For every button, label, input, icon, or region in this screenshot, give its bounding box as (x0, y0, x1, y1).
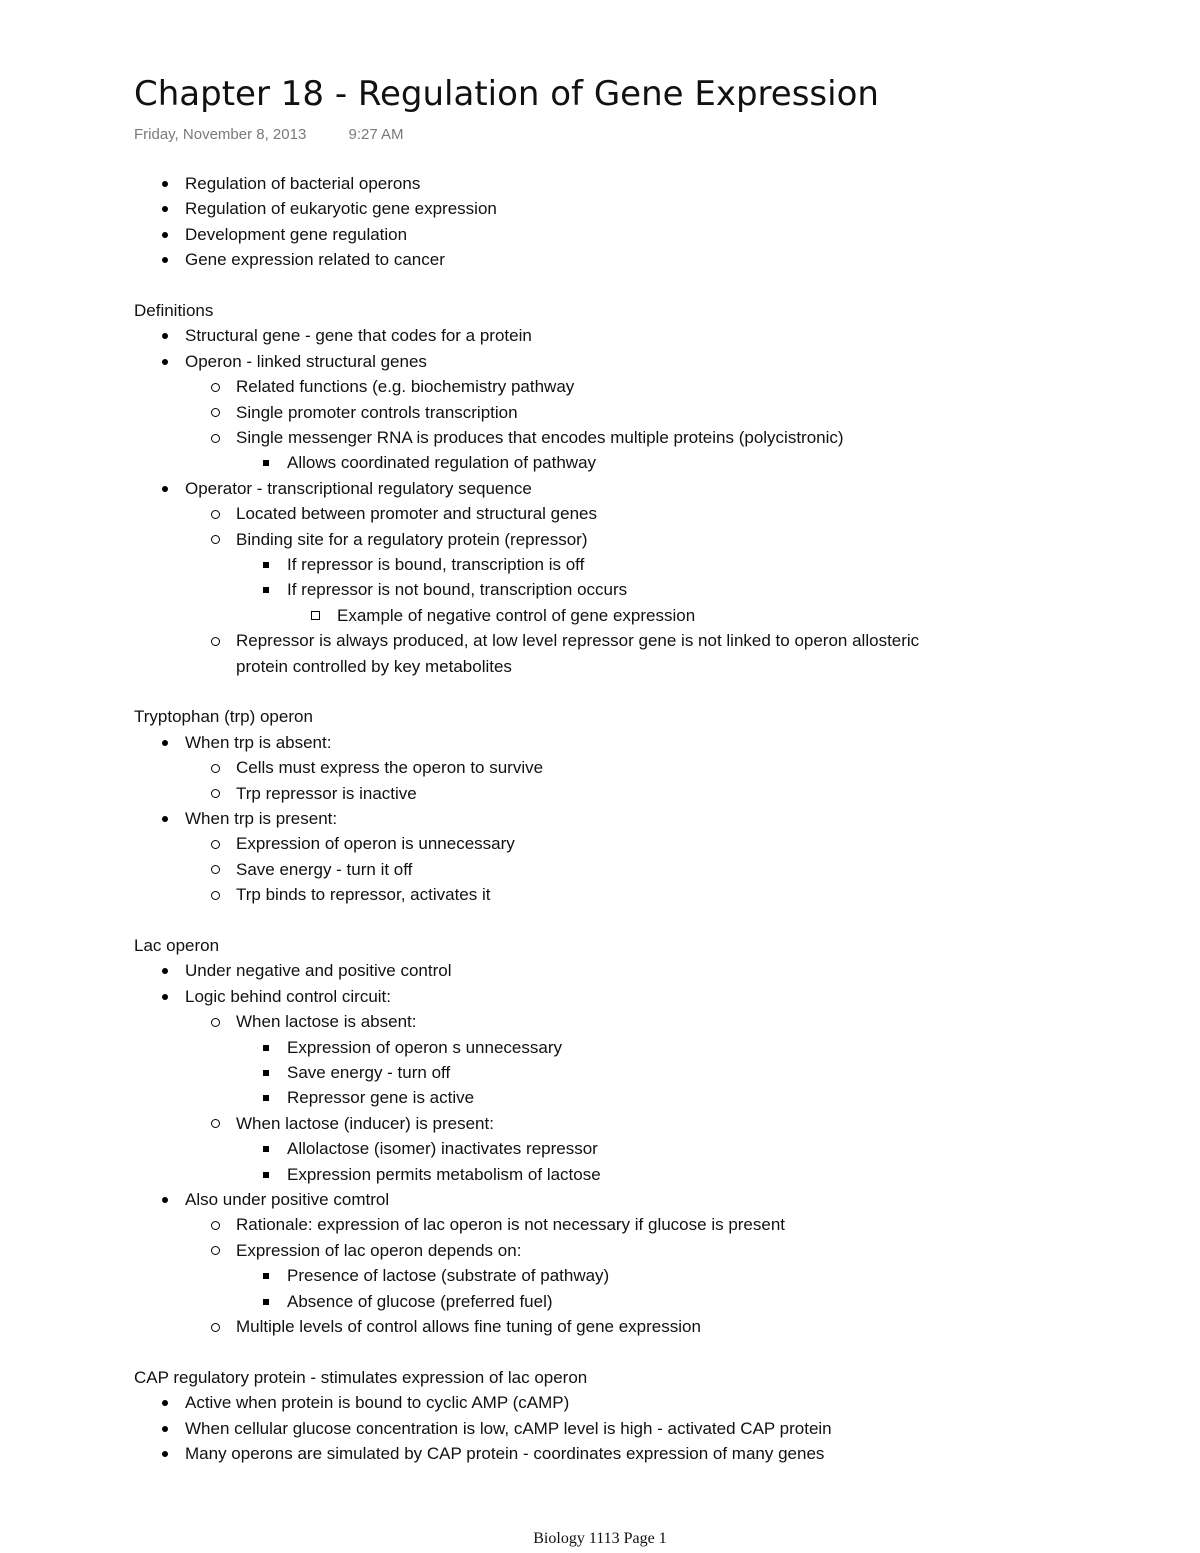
list-item: Trp repressor is inactive (236, 783, 417, 803)
section-heading: Tryptophan (trp) operon (134, 707, 313, 727)
list-item: Repressor is always produced, at low level repressor gene is not linked to operon allosteric (236, 631, 920, 651)
section-heading: CAP regulatory protein - stimulates expression of lac operon (134, 1367, 588, 1387)
list-item: Structural gene - gene that codes for a protein (185, 326, 532, 346)
list-item: Allolactose (isomer) inactivates repressor (287, 1139, 598, 1159)
list-item: Rationale: expression of lac operon is not necessary if glucose is present (236, 1215, 786, 1235)
list-item: Expression of operon s unnecessary (287, 1037, 562, 1057)
list-item: Trp binds to repressor, activates it (236, 885, 491, 905)
bullet-circle-icon (211, 383, 220, 392)
bullet-circle-icon (211, 789, 220, 798)
bullet-dot-icon (162, 359, 168, 365)
bullet-circle-icon (211, 764, 220, 773)
list-item: Allows coordinated regulation of pathway (287, 453, 597, 473)
bullet-circle-icon (211, 1323, 220, 1332)
list-item: Multiple levels of control allows fine tuning of gene expression (236, 1317, 701, 1336)
bullet-circle-icon (211, 1246, 220, 1255)
bullet-box-icon (311, 611, 320, 620)
list-item: If repressor is bound, transcription is off (287, 555, 585, 574)
list-item: Repressor gene is active (287, 1088, 475, 1108)
list-item: Under negative and positive control (185, 961, 452, 981)
list-item: Presence of lactose (substrate of pathway) (287, 1266, 610, 1286)
bullet-circle-icon (211, 637, 220, 646)
bullet-square-icon (263, 587, 269, 593)
bullet-dot-icon (162, 333, 168, 339)
bullet-dot-icon (162, 257, 168, 263)
list-item: Example of negative control of gene expression (337, 605, 696, 625)
list-item: If repressor is not bound, transcription occurs (287, 580, 628, 600)
list-item: When lactose (inducer) is present: (236, 1113, 494, 1133)
list-item: Save energy - turn off (287, 1063, 451, 1082)
list-item: protein controlled by key metabolites (236, 656, 512, 676)
bullet-circle-icon (211, 865, 220, 874)
section-heading: Lac operon (134, 936, 220, 955)
bullet-dot-icon (162, 994, 168, 1000)
bullet-circle-icon (211, 840, 220, 849)
bullet-circle-icon (211, 1018, 220, 1027)
note-time: 9:27 AM (348, 126, 404, 143)
bullet-circle-icon (211, 1221, 220, 1230)
bullet-square-icon (263, 1299, 269, 1305)
bullet-dot-icon (162, 816, 168, 822)
list-item: Cells must express the operon to survive (236, 758, 544, 778)
note-meta (134, 126, 404, 143)
bullet-square-icon (263, 562, 269, 568)
list-item: Regulation of bacterial operons (185, 174, 421, 193)
bullet-dot-icon (162, 181, 168, 187)
list-item: Also under positive comtrol (185, 1190, 390, 1209)
list-item: Operator - transcriptional regulatory sequence (185, 478, 532, 498)
bullet-dot-icon (162, 1426, 168, 1432)
bullet-circle-icon (211, 510, 220, 519)
bullet-dot-icon (162, 206, 168, 212)
bullet-dot-icon (162, 232, 168, 238)
list-item: Expression of operon is unnecessary (236, 834, 515, 854)
list-item: Located between promoter and structural genes (236, 504, 598, 524)
bullet-square-icon (263, 1095, 269, 1101)
bullet-dot-icon (162, 1197, 168, 1203)
bullet-circle-icon (211, 408, 220, 417)
bullet-dot-icon (162, 740, 168, 746)
list-item: Operon - linked structural genes (185, 351, 427, 371)
list-item: When lactose is absent: (236, 1012, 417, 1032)
list-item: Regulation of eukaryotic gene expression (185, 199, 497, 219)
list-item: Gene expression related to cancer (185, 250, 445, 270)
list-item: Development gene regulation (185, 224, 408, 244)
bullet-dot-icon (162, 486, 168, 492)
bullet-circle-icon (211, 434, 220, 443)
bullet-circle-icon (211, 535, 220, 544)
list-item: Single messenger RNA is produces that encodes multiple proteins (polycistronic) (236, 428, 844, 447)
page-title: Chapter 18 - Regulation of Gene Expression (134, 74, 879, 114)
bullet-square-icon (263, 1146, 269, 1152)
bullet-circle-icon (211, 891, 220, 900)
list-item: Related functions (e.g. biochemistry pathway (236, 377, 575, 397)
bullet-dot-icon (162, 968, 168, 974)
bullet-square-icon (263, 1070, 269, 1076)
list-item: Save energy - turn it off (236, 859, 413, 879)
list-item: When trp is absent: (185, 732, 332, 752)
page-footer: Biology 1113 Page 1 (533, 1530, 667, 1547)
list-item: Logic behind control circuit: (185, 986, 392, 1006)
list-item: Expression of lac operon depends on: (236, 1240, 522, 1260)
list-item: When cellular glucose concentration is low, cAMP level is high - activated CAP protein (185, 1418, 832, 1438)
section-heading: Definitions (134, 301, 214, 320)
list-item: When trp is present: (185, 809, 338, 828)
bullet-square-icon (263, 1172, 269, 1178)
list-item: Expression permits metabolism of lactose (287, 1164, 601, 1184)
list-item: Binding site for a regulatory protein (repressor) (236, 529, 588, 549)
bullet-square-icon (263, 460, 269, 466)
list-item: Absence of glucose (preferred fuel) (287, 1291, 553, 1311)
bullet-dot-icon (162, 1451, 168, 1457)
list-item: Active when protein is bound to cyclic AMP (cAMP) (185, 1393, 570, 1413)
list-item: Single promoter controls transcription (236, 402, 518, 422)
bullet-dot-icon (162, 1400, 168, 1406)
bullet-square-icon (263, 1045, 269, 1051)
bullet-square-icon (263, 1273, 269, 1279)
bullet-circle-icon (211, 1119, 220, 1128)
note-date: Friday, November 8, 2013 (134, 126, 307, 143)
list-item: Many operons are simulated by CAP protein - coordinates expression of many genes (185, 1444, 825, 1463)
